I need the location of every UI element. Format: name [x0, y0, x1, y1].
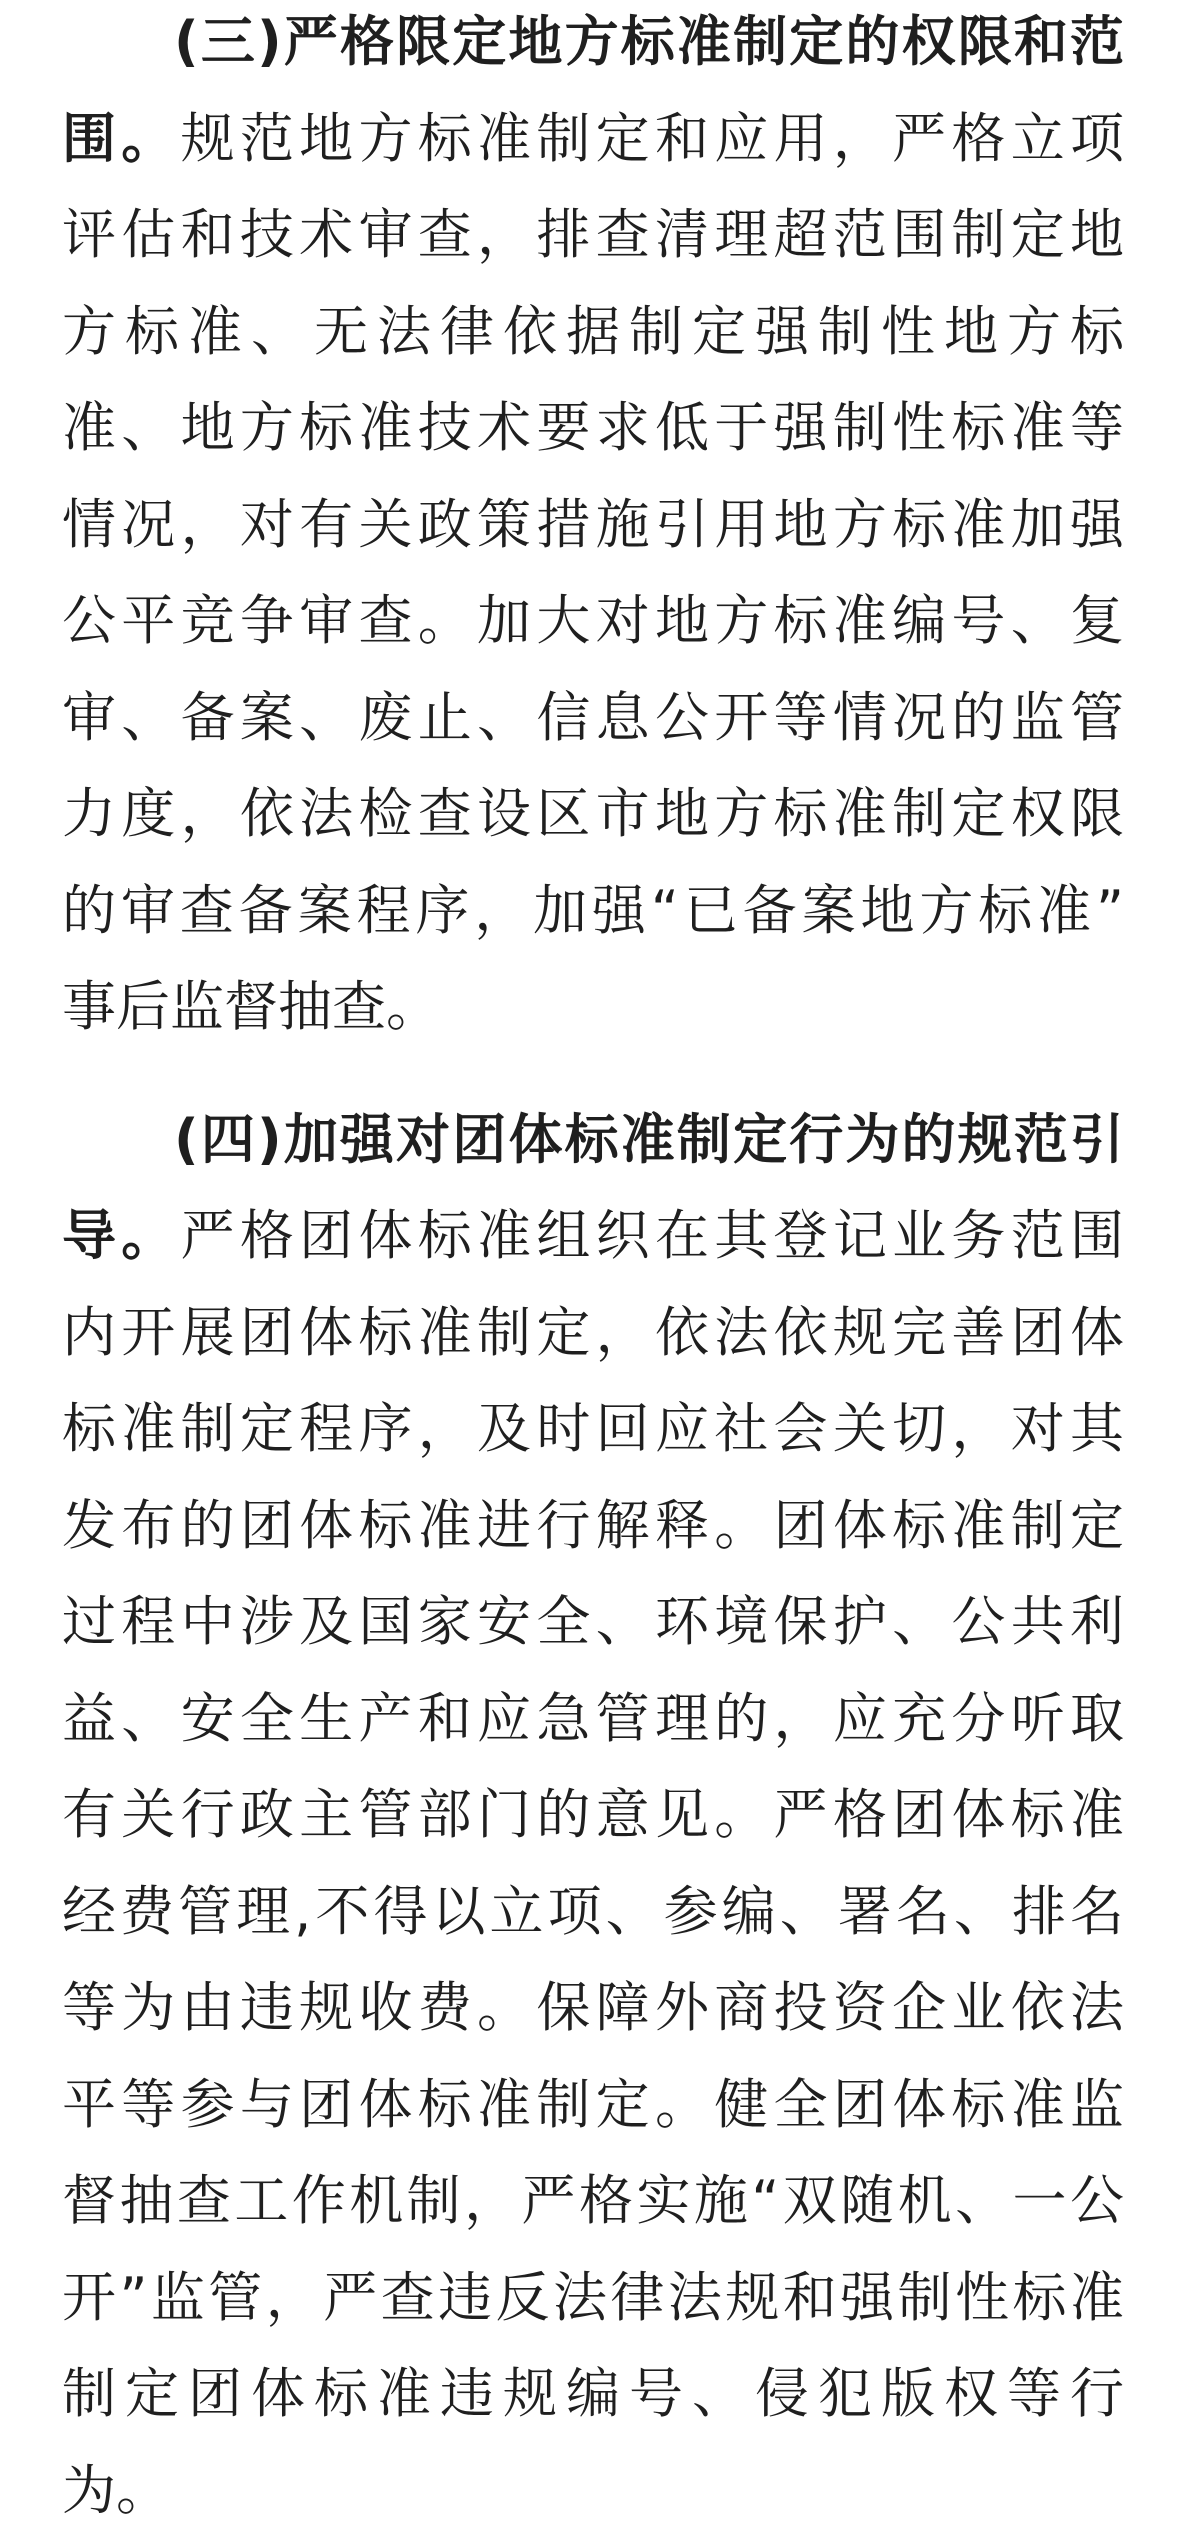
- body-text: 公平竞争审查。加大对地方标准编号、复: [62, 589, 1124, 652]
- text-line: [62, 1960, 1124, 2057]
- body-text: 审、备案、废止、信息公开等情况的监管: [62, 686, 1124, 749]
- text-line: [62, 1381, 1124, 1478]
- body-text: 制定团体标准违规编号、侵犯版权等行: [62, 2362, 1124, 2425]
- text-line: [62, 670, 1124, 767]
- body-text: 评估和技术审查，排查清理超范围制定地: [62, 203, 1124, 266]
- body-text: 内开展团体标准制定，依法依规完善团体: [62, 1301, 1124, 1364]
- body-text: 事后监督抽查。: [62, 975, 440, 1038]
- body-text: 准、地方标准技术要求低于强制性标准等: [62, 396, 1124, 459]
- section-heading: (三)严格限定地方标准制定的权限和范: [174, 10, 1124, 73]
- text-line: [62, 2443, 1124, 2539]
- text-line: [62, 863, 1124, 960]
- text-line: [62, 477, 1124, 574]
- text-line: [62, 1092, 1124, 1189]
- text-line: [62, 1574, 1124, 1671]
- paragraph-section-3: [62, 0, 1124, 1056]
- text-line: [62, 2250, 1124, 2347]
- text-line: [62, 1478, 1124, 1575]
- text-line: [62, 284, 1124, 381]
- section-heading-end: 导。: [62, 1204, 181, 1267]
- text-line: [62, 91, 1124, 188]
- body-text: 有关行政主管部门的意见。严格团体标准: [62, 1783, 1124, 1846]
- text-line: [62, 0, 1124, 91]
- body-text: 为。: [62, 2459, 170, 2522]
- body-text: 力度，依法检查设区市地方标准制定权限: [62, 782, 1124, 845]
- text-line: [62, 2346, 1124, 2443]
- text-line: [62, 1864, 1124, 1961]
- body-text: 等为由违规收费。保障外商投资企业依法: [62, 1976, 1124, 2039]
- body-text: 情况，对有关政策措施引用地方标准加强: [62, 493, 1124, 556]
- paragraph-section-4: [62, 1092, 1124, 2539]
- body-text: 过程中涉及国家安全、环境保护、公共利: [62, 1590, 1124, 1653]
- text-line: [62, 1671, 1124, 1768]
- body-text: 开”监管，严查违反法律法规和强制性标准: [62, 2266, 1124, 2329]
- body-text: 标准制定程序，及时回应社会关切，对其: [62, 1397, 1124, 1460]
- section-heading-end: 围。: [62, 107, 181, 170]
- body-text: 的审查备案程序，加强“已备案地方标准”: [62, 879, 1124, 942]
- body-text: 经费管理,不得以立项、参编、署名、排名: [62, 1880, 1124, 1943]
- text-line: [62, 187, 1124, 284]
- text-line: [62, 573, 1124, 670]
- body-text: 平等参与团体标准制定。健全团体标准监: [62, 2073, 1124, 2136]
- text-line: [62, 380, 1124, 477]
- text-line: [62, 1285, 1124, 1382]
- body-text: 规范地方标准制定和应用，严格立项: [181, 107, 1124, 170]
- body-text: 方标准、无法律依据制定强制性地方标: [62, 300, 1124, 363]
- text-line: [62, 1767, 1124, 1864]
- text-line: [62, 2057, 1124, 2154]
- text-line: [62, 959, 1124, 1056]
- document-body: [62, 0, 1124, 2539]
- body-text: 益、安全生产和应急管理的，应充分听取: [62, 1687, 1124, 1750]
- body-text: 严格团体标准组织在其登记业务范围: [181, 1204, 1124, 1267]
- text-line: [62, 1188, 1124, 1285]
- section-heading: (四)加强对团体标准制定行为的规范引: [174, 1108, 1124, 1171]
- body-text: 督抽查工作机制，严格实施“双随机、一公: [62, 2169, 1124, 2232]
- text-line: [62, 2153, 1124, 2250]
- body-text: 发布的团体标准进行解释。团体标准制定: [62, 1494, 1124, 1557]
- text-line: [62, 766, 1124, 863]
